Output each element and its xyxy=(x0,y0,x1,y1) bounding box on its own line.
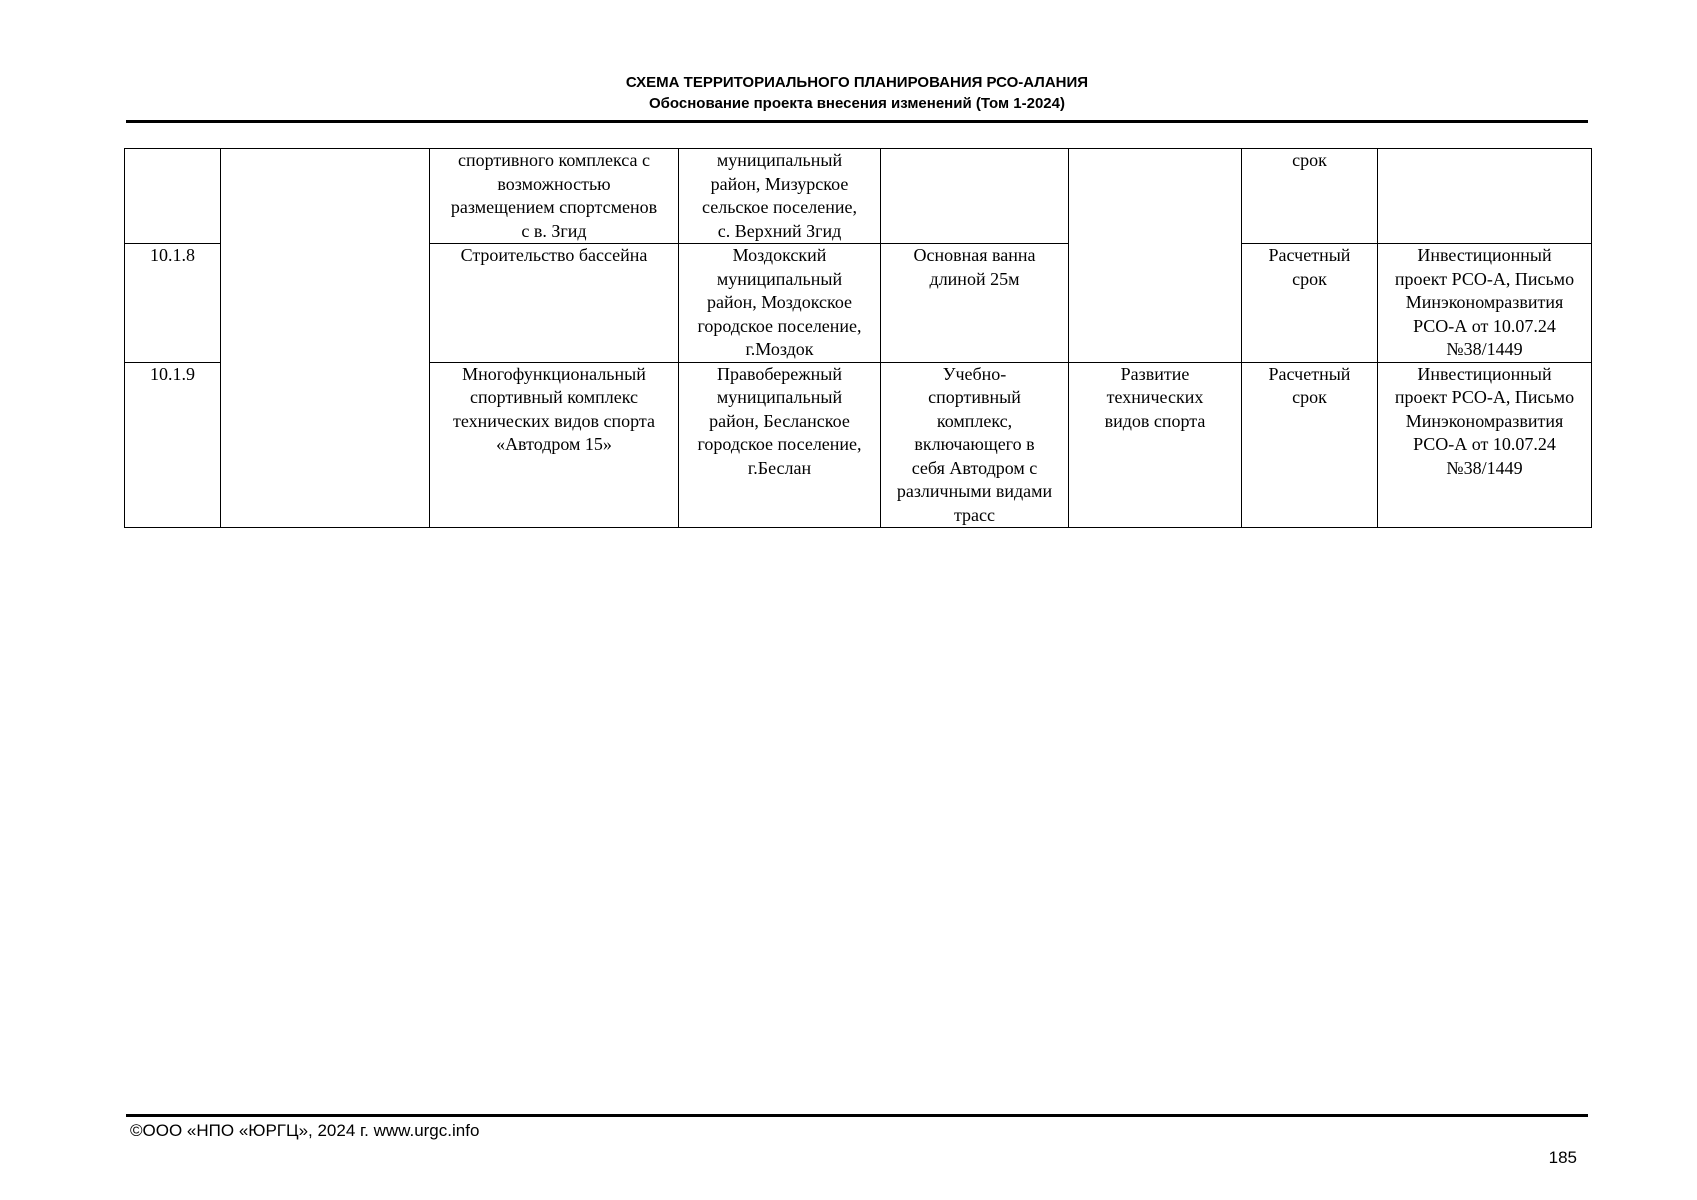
footer-divider xyxy=(126,1114,1588,1117)
location-cell: Правобережный муниципальный район, Бесланское городское поселение, г.Беслан xyxy=(679,362,881,528)
row-number-cell: 10.1.9 xyxy=(125,362,221,528)
characteristics-cell: Учебно- спортивный комплекс, включающего в себя Автодром с различными видами трасс xyxy=(881,362,1069,528)
row-number-cell: 10.1.8 xyxy=(125,244,221,363)
header-divider xyxy=(126,120,1588,123)
term-cell: Расчетный срок xyxy=(1242,244,1378,363)
basis-cell: Инвестиционный проект РСО-А, Письмо Минэкономразвития РСО-А от 10.07.24 №38/1449 xyxy=(1378,362,1592,528)
category-cell xyxy=(221,149,430,528)
page-header xyxy=(126,72,1588,114)
basis-cell xyxy=(1378,149,1592,244)
table-row xyxy=(125,149,1592,244)
page-number: 185 xyxy=(1548,1148,1577,1167)
object-name-cell: Многофункциональный спортивный комплекс технических видов спорта «Автодром 15» xyxy=(430,362,679,528)
document-title: СХЕМА ТЕРРИТОРИАЛЬНОГО ПЛАНИРОВАНИЯ РСО-АЛАНИЯ xyxy=(625,74,1089,91)
basis-cell: Инвестиционный проект РСО-А, Письмо Минэкономразвития РСО-А от 10.07.24 №38/1449 xyxy=(1378,244,1592,363)
characteristics-cell: Основная ванна длиной 25м xyxy=(881,244,1069,363)
purpose-cell xyxy=(1069,149,1242,363)
purpose-cell: Развитие технических видов спорта xyxy=(1069,362,1242,528)
footer-copyright: ©ООО «НПО «ЮРГЦ», 2024 г. www.urgc.info xyxy=(130,1121,480,1140)
object-name-cell: спортивного комплекса с возможностью размещением спортсменов с в. Згид xyxy=(430,149,679,244)
location-cell: Моздокский муниципальный район, Моздокское городское поселение, г.Моздок xyxy=(679,244,881,363)
row-number-cell xyxy=(125,149,221,244)
characteristics-cell xyxy=(881,149,1069,244)
document-subtitle: Обоснование проекта внесения изменений (Том 1-2024) xyxy=(649,95,1065,112)
term-cell: срок xyxy=(1242,149,1378,244)
object-name-cell: Строительство бассейна xyxy=(430,244,679,363)
location-cell: муниципальный район, Мизурское сельское поселение, с. Верхний Згид xyxy=(679,149,881,244)
objects-table xyxy=(124,148,1592,528)
term-cell: Расчетный срок xyxy=(1242,362,1378,528)
